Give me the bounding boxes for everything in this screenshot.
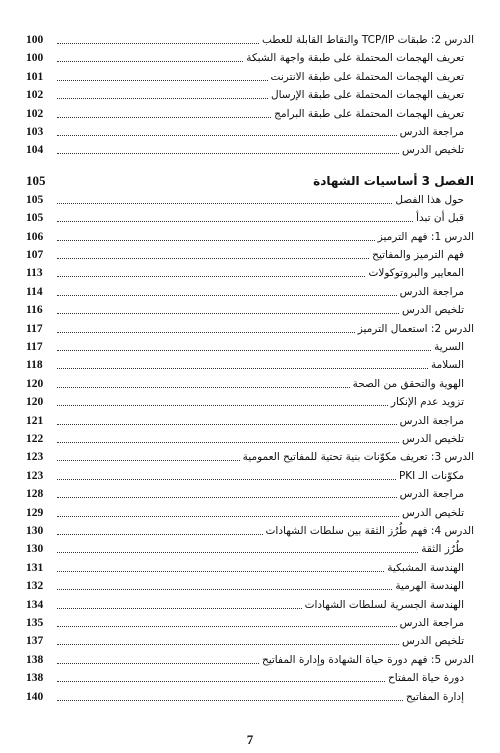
toc-title: المعايير والبروتوكولات <box>368 267 464 280</box>
toc-row <box>26 650 474 667</box>
toc-title: تلخيص الدرس <box>401 304 464 317</box>
dot-leader <box>57 239 375 241</box>
toc-row <box>26 503 474 520</box>
toc-page-number: 131 <box>26 561 44 574</box>
toc-page-number: 117 <box>26 322 43 335</box>
toc-row <box>26 484 474 501</box>
toc-title: تلخيص الدرس <box>401 433 464 445</box>
toc-row <box>26 190 474 207</box>
toc-page-number: 138 <box>26 653 44 666</box>
toc-page-number: 137 <box>26 635 44 648</box>
toc-title: تعريف الهجمات المحتملة على طبقة واجهة الشبكة <box>246 52 464 65</box>
toc-title: دورة حياة المفتاح <box>388 672 464 685</box>
toc-page-number: 100 <box>26 34 44 46</box>
toc-page-number: 140 <box>26 690 44 703</box>
dot-leader <box>57 607 302 609</box>
toc-row <box>26 411 474 428</box>
toc-title: الدرس 2: طبقات TCP/IP والنقاط القابلة للعطب <box>261 34 474 46</box>
toc-title: فهم الترميز والمفاتيح <box>372 249 464 261</box>
toc-title: مراجعة الدرس <box>399 126 464 138</box>
toc-page-number: 102 <box>26 107 44 120</box>
dot-leader <box>57 42 259 44</box>
toc-row <box>26 140 474 157</box>
toc-title: الدرس 3: تعريف مكوّنات بنية تحتية للمفاتيح العمومية <box>242 451 474 464</box>
toc-title: الدرس 2: استعمال الترميز <box>357 322 474 335</box>
toc-title: السرية <box>434 341 464 353</box>
toc-page-number: 123 <box>26 469 44 482</box>
toc-row <box>26 245 474 262</box>
toc-page-number: 117 <box>26 341 43 353</box>
dot-leader <box>57 588 392 590</box>
toc-row <box>26 30 474 47</box>
toc-row <box>26 355 474 372</box>
toc-row <box>26 466 474 483</box>
toc-title: الدرس 5: فهم دورة حياة الشهادة وإدارة المفاتيح <box>261 653 474 666</box>
toc-title: تعريف الهجمات المحتملة على طبقة الانترنت <box>270 70 464 83</box>
toc-chapter-row <box>26 168 474 188</box>
toc-page-number: 102 <box>26 89 44 102</box>
dot-leader <box>57 570 384 572</box>
toc-page-number: 132 <box>26 580 44 593</box>
dot-leader <box>57 349 431 351</box>
dot-leader <box>57 533 263 535</box>
toc-row <box>26 282 474 299</box>
dot-leader <box>57 367 428 369</box>
dot-leader <box>57 625 397 627</box>
dot-leader <box>57 404 388 406</box>
dot-leader <box>57 97 268 99</box>
dot-leader <box>57 79 268 81</box>
toc-page-number: 129 <box>26 506 44 519</box>
toc-page-number: 123 <box>26 451 44 464</box>
toc-title: الهوية والتحقق من الصحة <box>352 377 464 390</box>
toc-row <box>26 48 474 65</box>
toc-page-number: 135 <box>26 617 44 629</box>
toc-row <box>26 595 474 612</box>
toc-page-number: 134 <box>26 598 44 611</box>
toc-row <box>26 208 474 225</box>
toc-title: تلخيص الدرس <box>401 144 464 157</box>
toc-title: تلخيص الدرس <box>401 635 464 648</box>
toc-row <box>26 539 474 556</box>
toc-row <box>26 558 474 575</box>
toc-row <box>26 104 474 121</box>
toc-page-number: 100 <box>26 52 44 65</box>
toc-title: تلخيص الدرس <box>401 506 464 519</box>
toc-page-number: 106 <box>26 230 44 243</box>
toc-title: مراجعة الدرس <box>399 414 464 427</box>
toc-row <box>26 85 474 102</box>
toc-row <box>26 687 474 704</box>
dot-leader <box>57 515 399 517</box>
toc-page-number: 103 <box>26 126 44 138</box>
toc-title: الهندسة المشبكية <box>387 561 464 574</box>
toc-row <box>26 337 474 354</box>
dot-leader <box>57 331 355 333</box>
dot-leader <box>57 294 397 296</box>
toc-title: طُرُز الثقة <box>421 543 464 556</box>
toc-title: الهندسة الجسرية لسلطات الشهادات <box>304 598 464 611</box>
toc-page-number: 107 <box>26 249 44 261</box>
toc-title: الدرس 4: فهم طُرُز الثقة بين سلطات الشهادات <box>265 525 474 537</box>
toc-title: تعريف الهجمات المحتملة على طبقة البرامج <box>274 107 464 120</box>
toc-page-number: 130 <box>26 525 44 537</box>
toc-row <box>26 613 474 630</box>
toc-row <box>26 447 474 464</box>
toc-page-number: 114 <box>26 285 43 298</box>
toc-page-number: 113 <box>26 267 43 280</box>
dot-leader <box>57 459 240 461</box>
dot-leader <box>57 441 399 443</box>
toc-page-number: 118 <box>26 359 43 372</box>
dot-leader <box>57 423 397 425</box>
toc-row <box>26 631 474 648</box>
toc-page-number: 104 <box>26 144 44 157</box>
dot-leader <box>57 134 397 136</box>
toc-title: مراجعة الدرس <box>399 617 464 629</box>
toc-title: مراجعة الدرس <box>399 488 464 501</box>
toc-page-number: 120 <box>26 396 44 409</box>
dot-leader <box>57 152 399 154</box>
toc-page-number: 105 <box>26 193 44 206</box>
toc-row <box>26 668 474 685</box>
toc-title: تعريف الهجمات المحتملة على طبقة الإرسال <box>270 89 464 102</box>
dot-leader <box>57 478 396 480</box>
dot-leader <box>57 680 385 682</box>
toc-title: الدرس 1: فهم الترميز <box>377 230 474 243</box>
toc-page-number: 105 <box>26 172 46 188</box>
toc-row <box>26 300 474 317</box>
toc-page-number: 130 <box>26 543 44 556</box>
toc-title: تزويد عدم الإنكار <box>390 396 464 409</box>
toc-page-number: 101 <box>26 70 44 83</box>
toc-row <box>26 263 474 280</box>
dot-leader <box>57 312 399 314</box>
toc-row <box>26 319 474 336</box>
toc-title: حول هذا الفصل <box>395 193 464 206</box>
toc-title: السلامة <box>430 359 464 372</box>
toc-title: الهندسة الهرمية <box>395 580 464 593</box>
chapter-title: الفصل 3 أساسيات الشهادة <box>313 173 474 188</box>
dot-leader <box>57 275 365 277</box>
dot-leader <box>57 699 403 701</box>
toc-page-number: 105 <box>26 212 44 225</box>
toc-title: قبل أن تبدأ <box>416 212 464 225</box>
dot-leader <box>57 643 399 645</box>
toc-page-number: 122 <box>26 433 44 445</box>
dot-leader <box>57 202 392 204</box>
toc-page-number: 128 <box>26 488 44 501</box>
toc-row <box>26 67 474 84</box>
dot-leader <box>57 220 413 222</box>
toc-row <box>26 429 474 446</box>
dot-leader <box>57 496 397 498</box>
toc-row <box>26 521 474 538</box>
dot-leader <box>57 662 259 664</box>
toc-row <box>26 392 474 409</box>
dot-leader <box>57 257 369 259</box>
toc-page-number: 138 <box>26 672 44 685</box>
dot-leader <box>57 60 243 62</box>
toc-page-number: 120 <box>26 377 44 390</box>
dot-leader <box>57 386 350 388</box>
toc-title: مراجعة الدرس <box>399 285 464 298</box>
toc-row <box>26 122 474 139</box>
toc-page-number: 121 <box>26 414 44 427</box>
toc-page-number: 116 <box>26 304 43 317</box>
dot-leader <box>57 551 418 553</box>
toc-title: مكوّنات الـ PKI <box>398 469 464 482</box>
toc-row <box>26 374 474 391</box>
page-number: 7 <box>246 732 254 747</box>
dot-leader <box>57 116 271 118</box>
toc-title: إدارة المفاتيح <box>406 690 464 703</box>
toc-row <box>26 227 474 244</box>
toc-row <box>26 576 474 593</box>
